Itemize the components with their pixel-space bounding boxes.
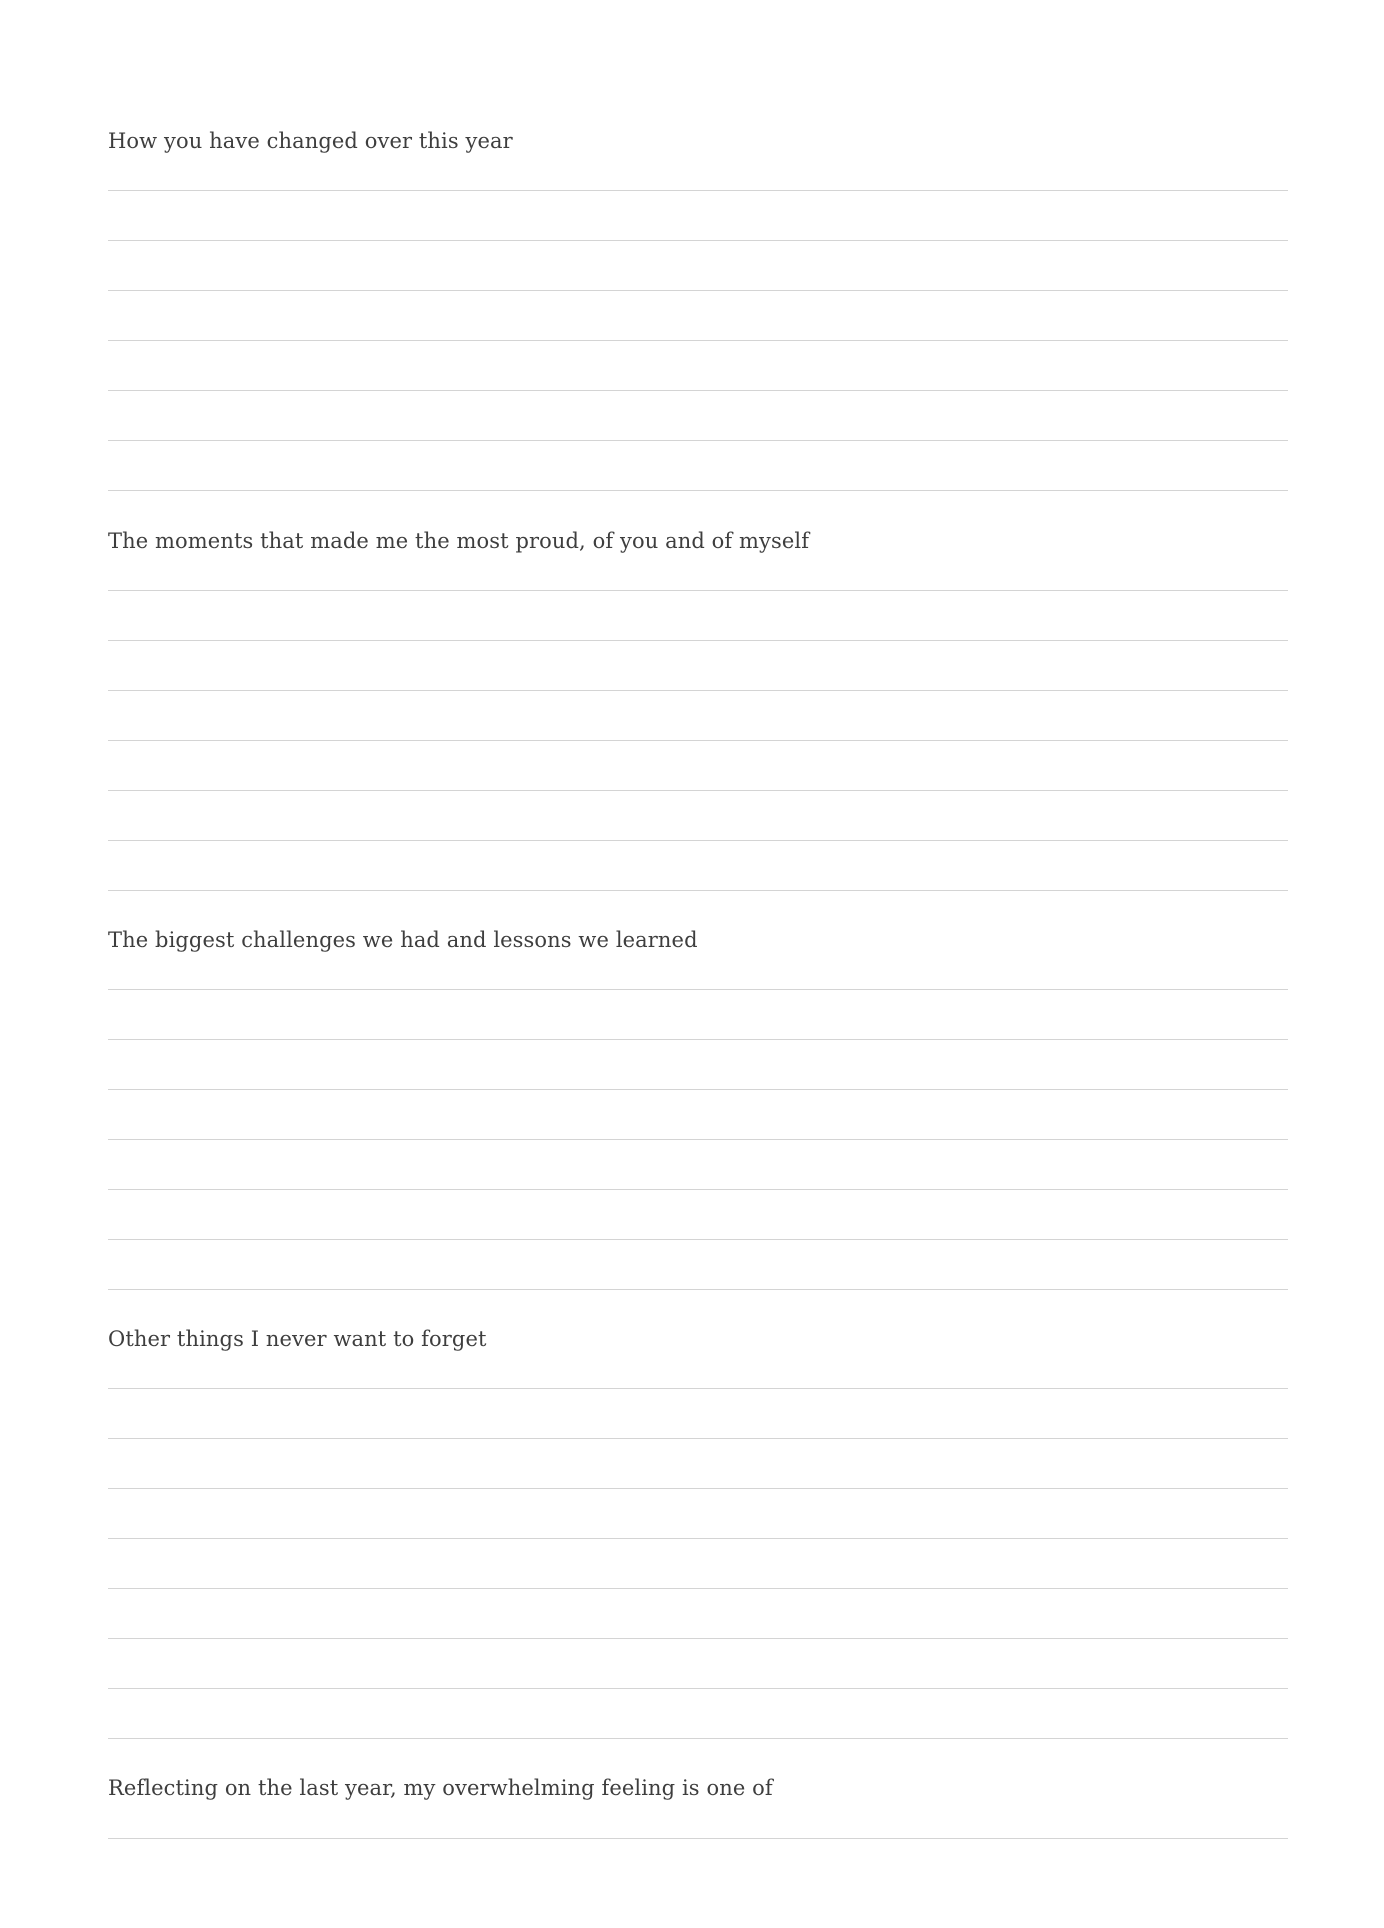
writing-line	[108, 440, 1288, 441]
writing-line	[108, 1738, 1288, 1739]
writing-line	[108, 290, 1288, 291]
writing-line	[108, 1089, 1288, 1090]
writing-line	[108, 989, 1288, 990]
writing-line	[108, 1039, 1288, 1040]
writing-line	[108, 190, 1288, 191]
writing-line	[108, 1688, 1288, 1689]
section-prompt: Other things I never want to forget	[108, 1327, 487, 1351]
writing-line	[108, 640, 1288, 641]
section-prompt: The biggest challenges we had and lessons we learned	[108, 928, 698, 952]
writing-line	[108, 1139, 1288, 1140]
writing-line	[108, 740, 1288, 741]
writing-line	[108, 1538, 1288, 1539]
writing-line	[108, 1838, 1288, 1839]
writing-line	[108, 1289, 1288, 1290]
writing-line	[108, 690, 1288, 691]
writing-line	[108, 840, 1288, 841]
writing-line	[108, 1488, 1288, 1489]
section-prompt: The moments that made me the most proud, of you and of myself	[108, 529, 810, 553]
writing-line	[108, 240, 1288, 241]
writing-line	[108, 790, 1288, 791]
section-prompt: Reflecting on the last year, my overwhelming feeling is one of	[108, 1776, 773, 1800]
writing-line	[108, 1189, 1288, 1190]
writing-line	[108, 1239, 1288, 1240]
writing-line	[108, 340, 1288, 341]
writing-line	[108, 1388, 1288, 1389]
writing-line	[108, 1588, 1288, 1589]
writing-line	[108, 590, 1288, 591]
writing-line	[108, 890, 1288, 891]
writing-line	[108, 1638, 1288, 1639]
writing-line	[108, 490, 1288, 491]
writing-line	[108, 390, 1288, 391]
section-prompt: How you have changed over this year	[108, 129, 513, 153]
writing-line	[108, 1438, 1288, 1439]
